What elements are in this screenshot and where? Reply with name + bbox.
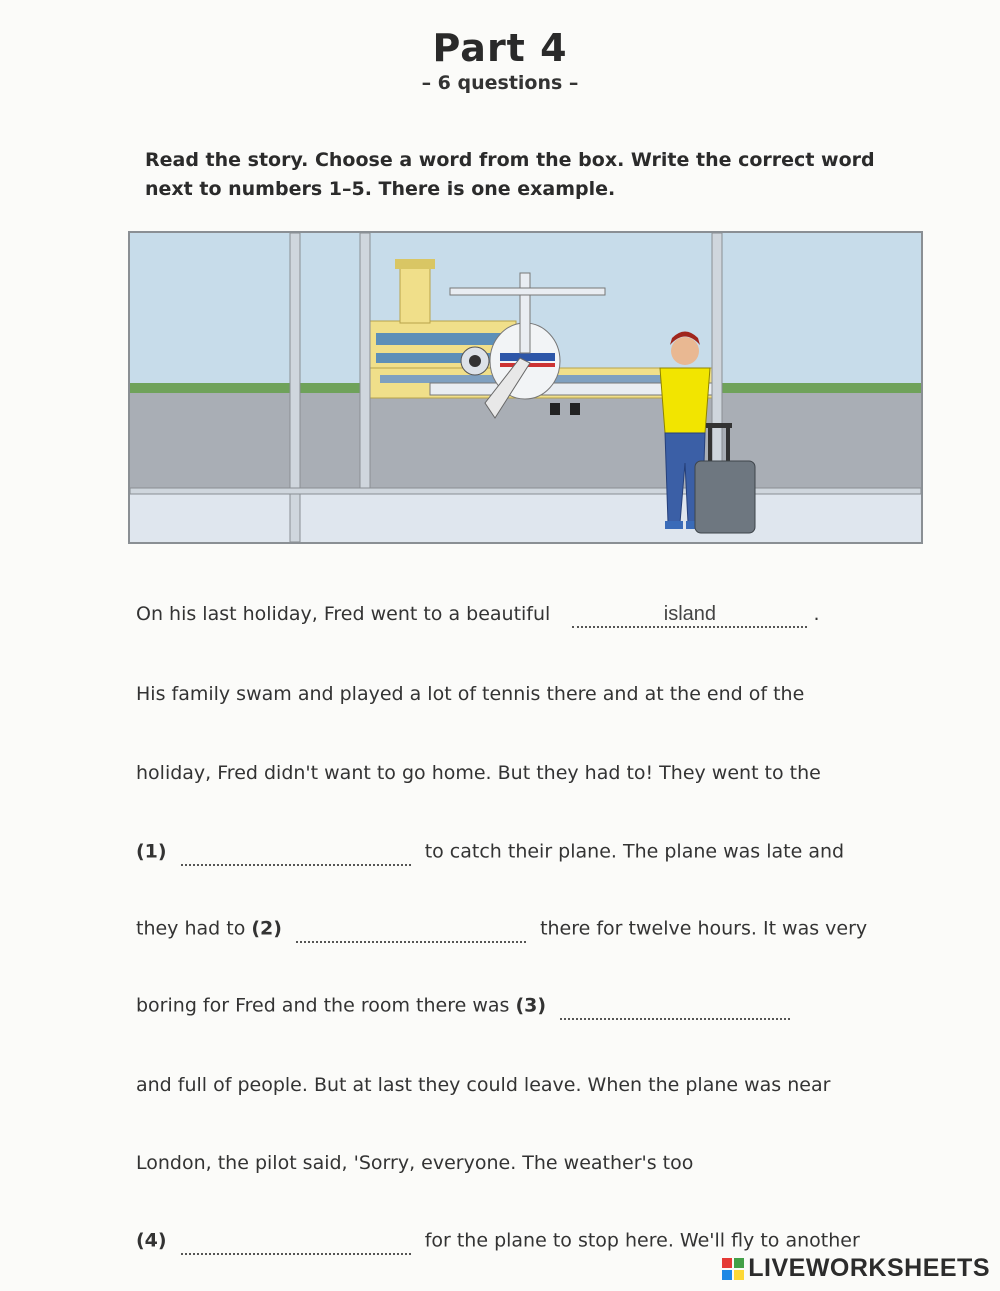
answer-input-1[interactable]	[181, 840, 411, 866]
liveworksheets-logo	[722, 1254, 990, 1283]
question-number-1: (1)	[136, 840, 167, 863]
airport-illustration	[128, 231, 923, 544]
story-line-q3	[136, 994, 798, 1020]
story-text: to catch their plane. The plane was late and	[424, 840, 845, 863]
story-text: for the plane to stop here. We'll fly to another	[424, 1229, 860, 1252]
story-line-q4	[136, 1229, 860, 1255]
answer-input-2[interactable]	[296, 917, 526, 943]
story-text: boring for Fred and the room there was	[136, 994, 510, 1017]
story-text: they had to	[136, 917, 246, 940]
example-answer: island	[572, 603, 807, 628]
question-number-2: (2)	[251, 917, 282, 940]
window-sill	[130, 488, 921, 494]
story-text: .	[813, 603, 820, 625]
story-line-3: holiday, Fred didn't want to go home. But they had to! They went to the	[136, 762, 821, 784]
story-line-q2	[136, 917, 867, 943]
question-number-3: (3)	[515, 994, 547, 1017]
window-frame-mid	[360, 233, 370, 493]
answer-input-3[interactable]	[560, 994, 790, 1020]
question-number-4: (4)	[136, 1229, 167, 1252]
airport-scene	[130, 233, 921, 542]
story-line-9: London, the pilot said, 'Sorry, everyone. The weather's too	[136, 1152, 694, 1174]
answer-input-4[interactable]	[181, 1229, 411, 1255]
instructions: Read the story. Choose a word from the box. Write the correct word next to numbers 1–5. There is one example.	[145, 149, 875, 200]
logo-icon	[722, 1258, 744, 1280]
floor	[130, 488, 921, 542]
story-text: On his last holiday, Fred went to a beautiful	[136, 603, 551, 625]
story-line-8: and full of people. But at last they could leave. When the plane was near	[136, 1074, 831, 1096]
story-line-2: His family swam and played a lot of tennis there and at the end of the	[136, 683, 805, 705]
logo-text: LIVEWORKSHEETS	[748, 1254, 990, 1282]
page-subtitle: – 6 questions –	[421, 72, 579, 94]
story-line-1	[136, 603, 820, 628]
story-text: there for twelve hours. It was very	[540, 917, 868, 940]
page-title: Part 4	[432, 26, 568, 70]
window-frame-right	[712, 233, 722, 493]
window-frame-left	[290, 233, 300, 542]
story-line-q1	[136, 840, 844, 866]
